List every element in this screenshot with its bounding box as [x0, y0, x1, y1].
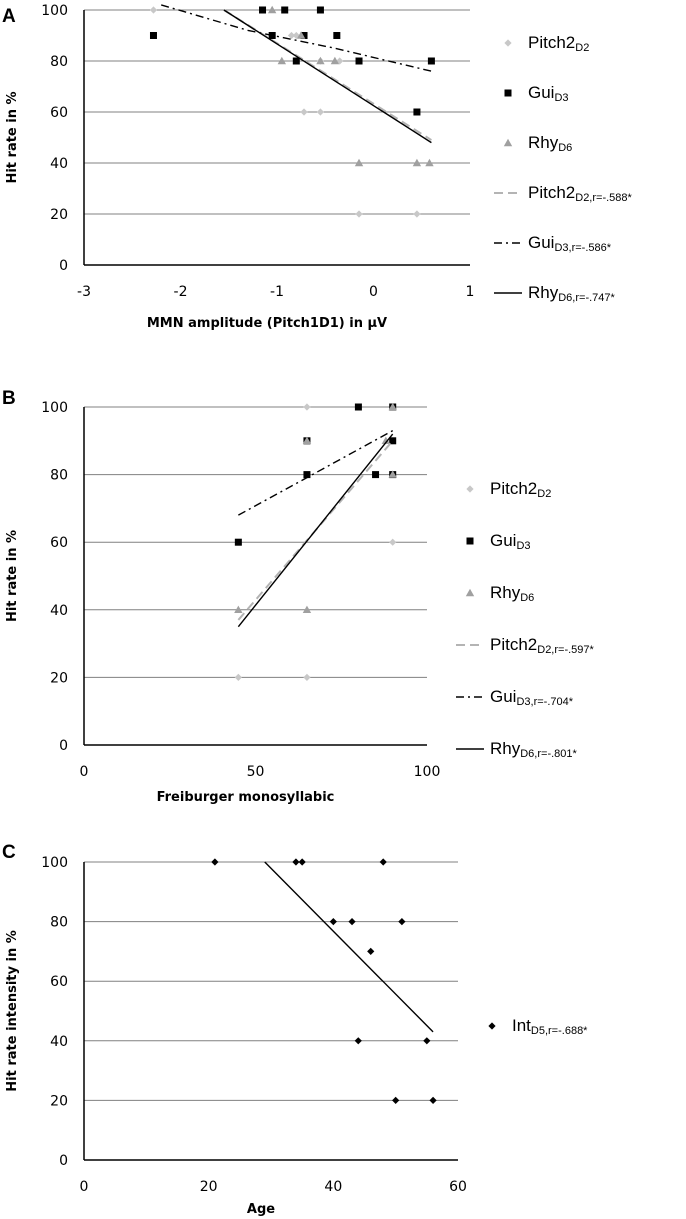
data-point [150, 6, 157, 13]
legend-sub-text: D2,r=-.597* [537, 644, 594, 656]
legend-entry [505, 83, 569, 104]
trend-line [265, 862, 433, 1032]
legend-main-text: Gui [528, 83, 555, 102]
legend-label [490, 739, 578, 760]
legend-sub-text: D2,r=-.588* [575, 192, 632, 204]
x-axis-title: Age [246, 1202, 276, 1217]
legend-label [490, 531, 531, 552]
y-tick-label: 80 [50, 914, 68, 931]
data-point [300, 108, 307, 115]
legend-label [512, 1016, 588, 1037]
legend-main-text: Pitch2 [490, 479, 538, 498]
legend-sub-text: D6,r=-.801* [520, 748, 577, 760]
data-point [389, 539, 396, 546]
legend-label [528, 183, 633, 204]
legend-entry [504, 133, 572, 154]
legend-label [528, 133, 572, 154]
y-axis-title: Hit rate intensity in % [5, 930, 20, 1092]
legend-entry [466, 479, 551, 500]
legend-marker [466, 485, 473, 492]
legend-main-text: Int [512, 1016, 531, 1035]
data-point [211, 858, 218, 865]
legend-label [528, 233, 612, 254]
legend-sub-text: D3,r=-.704* [516, 696, 574, 708]
chart-panel-a [2, 3, 633, 331]
data-point [333, 32, 340, 39]
data-point [429, 1097, 436, 1104]
legend-entry [494, 183, 633, 204]
data-point [355, 1037, 362, 1044]
data-point [235, 674, 242, 681]
y-tick-label: 20 [50, 207, 68, 223]
x-tick-label: 1 [465, 284, 475, 300]
y-axis-title: Hit rate in % [5, 91, 20, 184]
legend-sub-text: D5,r=-.688* [530, 1025, 588, 1037]
legend-main-text: Gui [528, 233, 555, 252]
data-point [372, 471, 379, 478]
x-tick-label: 20 [199, 1179, 218, 1195]
trend-line [224, 10, 431, 143]
x-tick-label: 0 [79, 764, 89, 780]
y-tick-label: 100 [41, 855, 68, 871]
legend-entry [456, 687, 574, 708]
x-tick-label: 50 [246, 764, 265, 780]
data-point [303, 403, 310, 410]
data-point [428, 58, 435, 65]
series-rhy-5 [238, 434, 392, 627]
legend-main-text: Rhy [490, 739, 521, 758]
series-rhy-2 [268, 6, 434, 166]
data-point [413, 210, 420, 217]
legend-main-text: Gui [490, 687, 517, 706]
data-point [348, 918, 355, 925]
y-tick-label: 20 [50, 1093, 68, 1110]
y-tick-label: 40 [50, 156, 68, 172]
legend-main-text: Gui [490, 531, 517, 550]
legend-entry [456, 635, 595, 656]
panel-letter: A [2, 6, 16, 27]
legend-sub-text: D6,r=-.747* [558, 292, 615, 304]
data-point [355, 404, 362, 411]
legend-main-text: Pitch2 [528, 183, 576, 202]
legend-sub-text: D6 [558, 142, 573, 154]
data-point [355, 210, 362, 217]
trend-line [238, 434, 392, 627]
legend-marker [504, 39, 511, 46]
y-tick-label: 60 [50, 105, 68, 121]
x-tick-label: 40 [324, 1179, 343, 1195]
legend-label [490, 479, 551, 500]
data-point [330, 918, 337, 925]
legend-sub-text: D3 [516, 540, 531, 552]
legend-main-text: Pitch2 [528, 33, 576, 52]
data-point [281, 7, 288, 14]
x-tick-label: 60 [449, 1179, 467, 1195]
data-point [317, 108, 324, 115]
data-point [235, 539, 242, 546]
y-tick-label: 60 [50, 535, 68, 552]
y-tick-label: 40 [50, 1033, 68, 1050]
series-rhy-2 [234, 403, 397, 613]
data-point [398, 918, 405, 925]
data-point [413, 109, 420, 116]
legend-entry [466, 583, 534, 604]
legend-marker [466, 589, 474, 596]
x-axis-title: Freiburger monosyllabic [156, 790, 335, 805]
data-point [389, 437, 396, 444]
legend-sub-text: D6 [520, 592, 535, 604]
series-gui-4 [238, 431, 392, 515]
legend-marker [505, 90, 512, 97]
y-tick-label: 0 [59, 258, 68, 274]
data-point [150, 32, 157, 39]
legend-label [490, 687, 574, 708]
legend-entry [494, 283, 616, 304]
data-point [423, 1037, 430, 1044]
legend-main-text: Pitch2 [490, 635, 538, 654]
legend-main-text: Rhy [528, 133, 559, 152]
x-tick-label: -3 [77, 284, 91, 300]
legend-main-text: Rhy [490, 583, 521, 602]
legend-sub-text: D3,r=-.586* [554, 242, 612, 254]
panel-letter: B [2, 388, 16, 409]
legend-marker [504, 139, 512, 146]
legend-label [528, 33, 589, 54]
x-tick-label: 0 [369, 284, 378, 300]
x-tick-label: -1 [270, 284, 284, 300]
legend-marker [488, 1022, 495, 1029]
data-point [392, 1097, 399, 1104]
data-point [299, 858, 306, 865]
legend-label [490, 635, 595, 656]
legend-entry [456, 739, 578, 760]
y-tick-label: 80 [50, 54, 68, 70]
data-point [303, 674, 310, 681]
legend-label [528, 283, 616, 304]
x-tick-label: 0 [79, 1179, 89, 1195]
trend-line [238, 431, 392, 515]
y-tick-label: 40 [50, 602, 68, 619]
y-tick-label: 0 [59, 1153, 68, 1169]
chart-panel-b [2, 388, 595, 805]
x-axis-title: MMN amplitude (Pitch1D1) in µV [146, 316, 388, 331]
series-rhy-5 [224, 10, 431, 143]
data-point [292, 858, 299, 865]
legend-sub-text: D2 [575, 42, 590, 54]
x-tick-label: 100 [413, 764, 441, 780]
y-tick-label: 0 [59, 738, 68, 754]
legend-label [490, 583, 534, 604]
y-tick-label: 100 [41, 400, 68, 416]
y-tick-label: 100 [41, 3, 68, 19]
y-tick-label: 60 [50, 974, 68, 991]
data-point [367, 948, 374, 955]
legend-main-text: Rhy [528, 283, 559, 302]
chart-panel-c [2, 842, 588, 1217]
data-point [380, 858, 387, 865]
data-point [259, 7, 266, 14]
panel-letter: C [2, 842, 16, 863]
legend-label [528, 83, 569, 104]
legend-entry [488, 1016, 588, 1037]
legend-entry [467, 531, 531, 552]
y-tick-label: 20 [50, 670, 68, 687]
legend-entry [494, 233, 612, 254]
y-tick-label: 80 [50, 467, 68, 484]
legend-sub-text: D3 [554, 92, 569, 104]
data-point [317, 7, 324, 14]
data-point [356, 58, 363, 65]
x-tick-label: -2 [173, 284, 188, 300]
legend-marker [467, 538, 474, 545]
legend-sub-text: D2 [537, 488, 552, 500]
y-axis-title: Hit rate in % [5, 529, 20, 623]
legend-entry [504, 33, 589, 54]
